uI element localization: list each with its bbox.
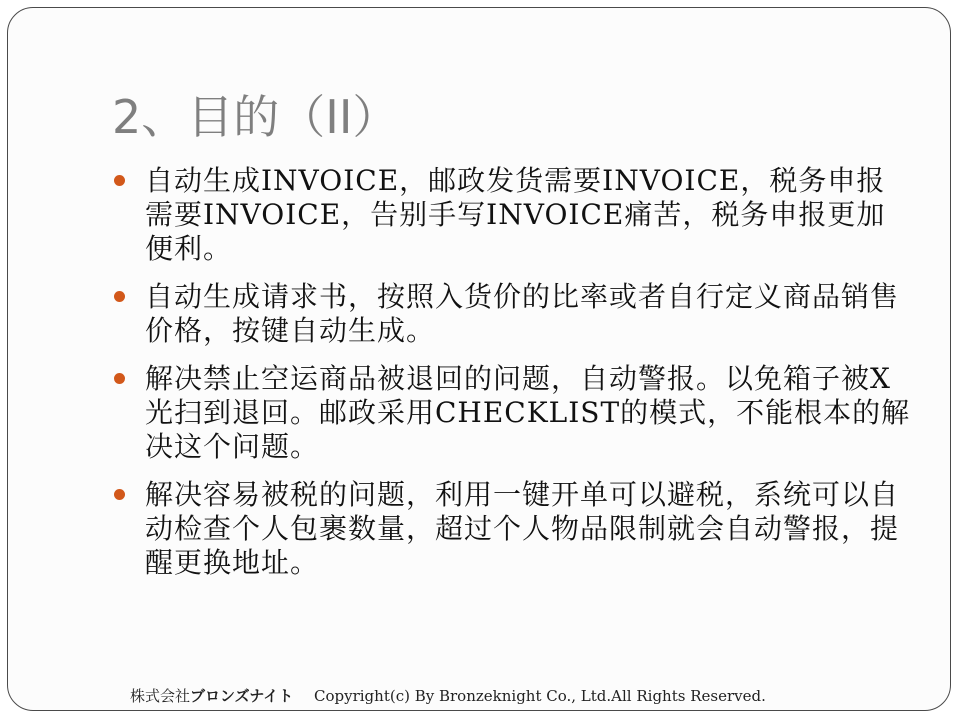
- slide-title: 2、目的（II）: [112, 90, 399, 144]
- footer-company-name: ブロンズナイト: [190, 687, 294, 705]
- bullet-item: [114, 362, 914, 464]
- footer-company-prefix: 株式会社: [130, 687, 191, 705]
- bullet-list: [114, 164, 914, 594]
- bullet-dot-icon: [114, 373, 125, 384]
- footer-copyright: [130, 685, 766, 707]
- bullet-dot-icon: [114, 175, 125, 186]
- bullet-dot-icon: [114, 291, 125, 302]
- bullet-text: 解决禁止空运商品被退回的问题，自动警报。以免箱子被X光扫到退回。邮政采用CHECKLIST的模式，不能根本的解决这个问题。: [145, 362, 911, 463]
- bullet-item: [114, 478, 914, 580]
- bullet-text: 解决容易被税的问题，利用一键开单可以避税，系统可以自动检查个人包裹数量，超过个人物品限制就会自动警报，提醒更换地址。: [145, 478, 900, 579]
- footer-copyright-text: Copyright(c) By Bronzeknight Co., Ltd.All Rights Reserved.: [314, 687, 766, 705]
- bullet-item: [114, 164, 914, 266]
- footer-company: [130, 687, 297, 705]
- bullet-item: [114, 280, 914, 348]
- bullet-text: 自动生成请求书，按照入货价的比率或者自行定义商品销售价格，按键自动生成。: [145, 280, 900, 347]
- slide-frame: [7, 7, 951, 711]
- bullet-text: 自动生成INVOICE，邮政发货需要INVOICE，税务申报需要INVOICE，告别手写INVOICE痛苦，税务申报更加便利。: [145, 164, 886, 265]
- bullet-dot-icon: [114, 489, 125, 500]
